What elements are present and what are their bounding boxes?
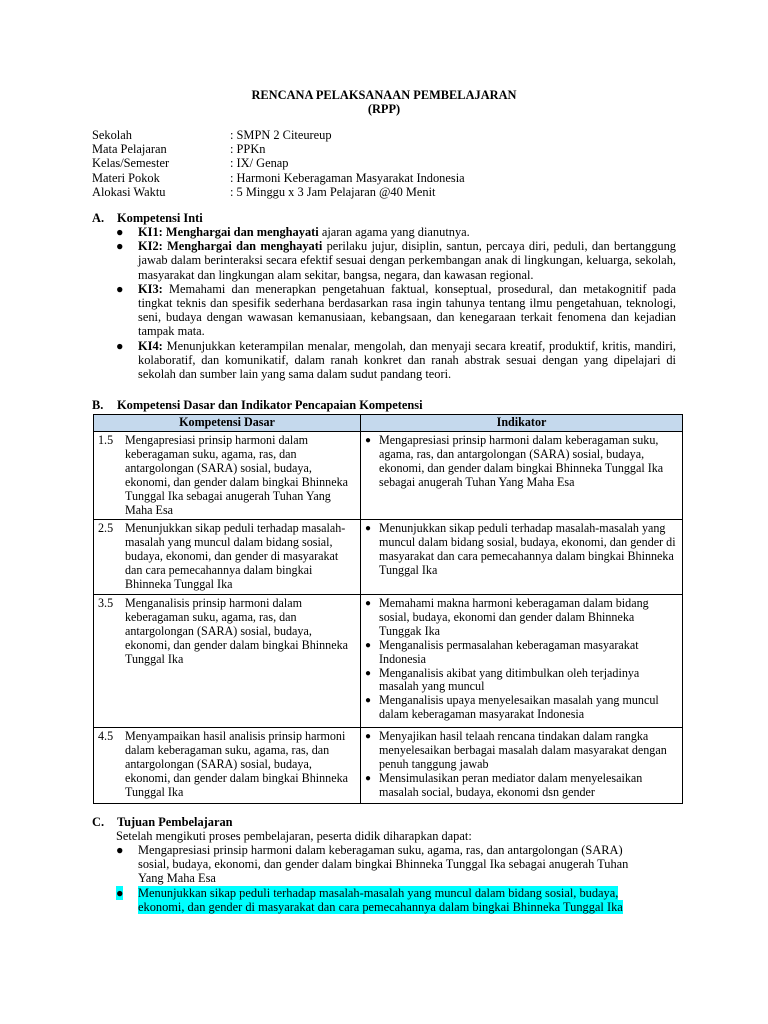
list-item-highlighted bbox=[116, 886, 656, 914]
tujuan-text-highlighted: Menunjukkan sikap peduli terhadap masalah-masalah yang muncul dalam bidang sosial, budaya, ekonomi, dan gender di masyarakat dan cara pemecahannya dalam bingkai Bhinneka Tunggal Ika bbox=[138, 885, 623, 914]
bullet-icon: ● bbox=[116, 225, 124, 239]
indikator-cell bbox=[361, 520, 683, 595]
section-number: B. bbox=[92, 398, 104, 412]
table-row bbox=[94, 594, 683, 727]
meta-value: : 5 Minggu x 3 Jam Pelajaran @40 Menit bbox=[230, 184, 436, 199]
bullet-icon: ● bbox=[365, 667, 372, 679]
ki-text: perilaku jujur, disiplin, santun, percaya diri, peduli, dan bertanggung jawab dalam berinteraksi secara efektif sesuai dengan perkembangan anak di lingkungan, keluarga, sekolah, masyarakat dan lingkungan alam sekitar, bangsa, negara, dan kawasan regional. bbox=[138, 239, 676, 282]
indikator-text: Menganalisis permasalahan keberagaman masyarakat Indonesia bbox=[379, 637, 639, 666]
table-row bbox=[94, 727, 683, 803]
meta-value: : SMPN 2 Citeureup bbox=[230, 128, 332, 142]
indikator-item bbox=[365, 639, 678, 667]
column-header-indikator: Indikator bbox=[361, 415, 683, 432]
bullet-icon: ● bbox=[116, 239, 124, 254]
meta-row bbox=[92, 142, 465, 156]
indikator-cell bbox=[361, 594, 683, 727]
indikator-text: Menganalisis akibat yang ditimbulkan oleh terjadinya masalah yang muncul bbox=[379, 665, 640, 694]
tujuan-text: Mengapresiasi prinsip harmoni dalam keberagaman suku, agama, ras, dan antargolongan (SARA) sosial, budaya, ekonomi, dan gender dalam bingkai Bhinneka Tunggal Ika sebagai anugerah Tuhan Yang Maha Esa bbox=[138, 843, 629, 886]
bullet-icon: ● bbox=[365, 695, 372, 707]
kd-number: 2.5 bbox=[98, 521, 114, 536]
meta-label: Materi Pokok bbox=[92, 170, 160, 185]
ki-label: KI3: bbox=[138, 281, 163, 296]
doc-title: RENCANA PELAKSANAAN PEMBELAJARAN bbox=[251, 88, 517, 102]
meta-label: Mata Pelajaran bbox=[92, 142, 167, 157]
meta-label: Alokasi Waktu bbox=[92, 184, 166, 199]
bullet-icon: ● bbox=[365, 523, 372, 535]
kompetensi-inti-list bbox=[116, 225, 676, 381]
bullet-icon: ● bbox=[365, 639, 372, 651]
kd-text: Mengapresiasi prinsip harmoni dalam keberagaman suku, agama, ras, dan antargolongan (SARA) sosial, budaya, ekonomi, dan gender dalam bingkai Bhinneka Tunggal Ika sebagai anugerah Tuhan Yang Maha Esa bbox=[125, 433, 349, 517]
indikator-text: Memahami makna harmoni keberagaman dalam bidang sosial, budaya, ekonomi dan gender dalam Bhinneka Tunggak Ika bbox=[379, 595, 649, 638]
bullet-icon: ● bbox=[365, 730, 372, 742]
kd-number: 1.5 bbox=[98, 433, 114, 447]
indikator-text: Menyajikan hasil telaah rencana tindakan dalam rangka menyelesaikan berbagai masalah dalam masyarakat dengan penuh tanggung jawab bbox=[379, 728, 667, 771]
kd-number: 3.5 bbox=[98, 595, 114, 610]
list-item bbox=[116, 339, 676, 382]
indikator-text: Menganalisis upaya menyelesaikan masalah yang muncul dalam keberagaman masyarakat Indonesia bbox=[379, 693, 659, 722]
bullet-icon: ● bbox=[116, 843, 124, 857]
tujuan-intro: Setelah mengikuti proses pembelajaran, peserta didik diharapkan dapat: bbox=[116, 829, 472, 843]
indikator-item bbox=[365, 434, 678, 490]
indikator-text: Mensimulasikan peran mediator dalam menyelesaikan masalah social, budaya, ekonomi dsn gender bbox=[379, 770, 643, 799]
list-item bbox=[116, 239, 676, 282]
section-number: C. bbox=[92, 815, 105, 829]
section-c-heading bbox=[92, 815, 233, 829]
table-header-row bbox=[94, 415, 683, 432]
kd-text: Menyampaikan hasil analisis prinsip harmoni dalam keberagaman suku, agama, ras, dan antargolongan (SARA) sosial, budaya, ekonomi, dan gender dalam bingkai Bhinneka Tunggal Ika bbox=[125, 728, 349, 799]
kd-text: Menunjukkan sikap peduli terhadap masalah-masalah yang muncul dalam bidang sosial, budaya, ekonomi, dan gender di masyarakat dan cara pemecahannya dalam bingkai Bhinneka Tunggal Ika bbox=[125, 521, 346, 592]
section-title: Kompetensi Inti bbox=[117, 211, 203, 225]
indikator-item bbox=[365, 694, 678, 722]
indikator-item bbox=[365, 597, 678, 639]
meta-row bbox=[92, 156, 465, 170]
section-number: A. bbox=[92, 211, 105, 225]
list-item bbox=[116, 843, 656, 886]
indikator-item bbox=[365, 772, 678, 800]
ki-text: ajaran agama yang dianutnya. bbox=[318, 225, 470, 239]
kd-cell bbox=[94, 594, 361, 727]
meta-label: Kelas/Semester bbox=[92, 156, 170, 171]
section-a-heading bbox=[92, 211, 203, 225]
meta-value: : Harmoni Keberagaman Masyarakat Indonesia bbox=[230, 170, 465, 185]
ki-text: Memahami dan menerapkan pengetahuan faktual, konseptual, prosedural, dan metakognitif pada tingkat teknis dan spesifik sederhana berdasarkan rasa ingin tahunya tentang ilmu pengetahuan, teknologi, seni, budaya dengan wawasan kemanusiaan, kebangsaan, dan kenegaraan terkait fenomena dan kejadian tampak mata. bbox=[138, 281, 676, 339]
bullet-icon: ● bbox=[365, 772, 372, 784]
meta-value: : PPKn bbox=[230, 142, 266, 157]
bullet-icon: ● bbox=[116, 281, 124, 296]
kd-table bbox=[93, 414, 683, 804]
indikator-cell bbox=[361, 432, 683, 520]
section-title: Kompetensi Dasar dan Indikator Pencapaian Kompetensi bbox=[117, 398, 423, 412]
indikator-text: Mengapresiasi prinsip harmoni dalam keberagaman suku, agama, ras, dan antargolongan (SARA) sosial, budaya, ekonomi, dan gender dalam bingkai Bhinneka Tunggal Ika sebagai anugerah Tuhan Yang Maha Esa bbox=[379, 433, 664, 489]
section-b-heading bbox=[92, 398, 423, 412]
ki-label: KI2: Menghargai dan menghayati bbox=[138, 239, 323, 254]
doc-subtitle: (RPP) bbox=[367, 102, 401, 116]
indikator-item bbox=[365, 522, 678, 578]
indikator-item bbox=[365, 667, 678, 695]
list-item bbox=[116, 282, 676, 339]
kd-text: Menganalisis prinsip harmoni dalam keberagaman suku, agama, ras, dan antargolongan (SARA) sosial, budaya, ekonomi, dan gender dalam bingkai Bhinneka Tunggal Ika bbox=[125, 595, 349, 666]
section-title: Tujuan Pembelajaran bbox=[117, 815, 233, 829]
bullet-icon: ● bbox=[365, 435, 372, 446]
kd-cell bbox=[94, 520, 361, 595]
indikator-text: Menunjukkan sikap peduli terhadap masalah-masalah yang muncul dalam bidang sosial, budaya, ekonomi, dan gender di masyarakat dan cara pemecahannya dalam bingkai Bhinneka Tunggal Ika bbox=[379, 521, 676, 578]
ki-label: KI1: Menghargai dan menghayati bbox=[138, 225, 319, 239]
list-item bbox=[116, 225, 676, 239]
kd-number: 4.5 bbox=[98, 728, 114, 743]
kd-cell bbox=[94, 432, 361, 520]
indikator-item bbox=[365, 730, 678, 772]
meta-label: Sekolah bbox=[92, 128, 132, 142]
bullet-icon: ● bbox=[365, 597, 372, 609]
table-row bbox=[94, 520, 683, 595]
meta-row bbox=[92, 185, 465, 199]
table-row bbox=[94, 432, 683, 520]
kd-cell bbox=[94, 727, 361, 803]
bullet-icon: ● bbox=[116, 885, 124, 900]
tujuan-list bbox=[116, 843, 656, 914]
bullet-icon: ● bbox=[116, 338, 124, 353]
indikator-cell bbox=[361, 727, 683, 803]
meta-value: : IX/ Genap bbox=[230, 156, 289, 171]
meta-row bbox=[92, 171, 465, 185]
meta-block bbox=[92, 128, 465, 199]
meta-row bbox=[92, 128, 465, 142]
column-header-kd: Kompetensi Dasar bbox=[94, 415, 361, 432]
ki-label: KI4: bbox=[138, 338, 163, 353]
ki-text: Menunjukkan keterampilan menalar, mengolah, dan menyaji secara kreatif, produktif, kritis, mandiri, kolaboratif, dan komunikatif, dalam ranah konkret dan ranah abstrak sesuai dengan yang dipelajari di sekolah dan sumber lain yang sama dalam sudut pandang teori. bbox=[138, 338, 676, 382]
